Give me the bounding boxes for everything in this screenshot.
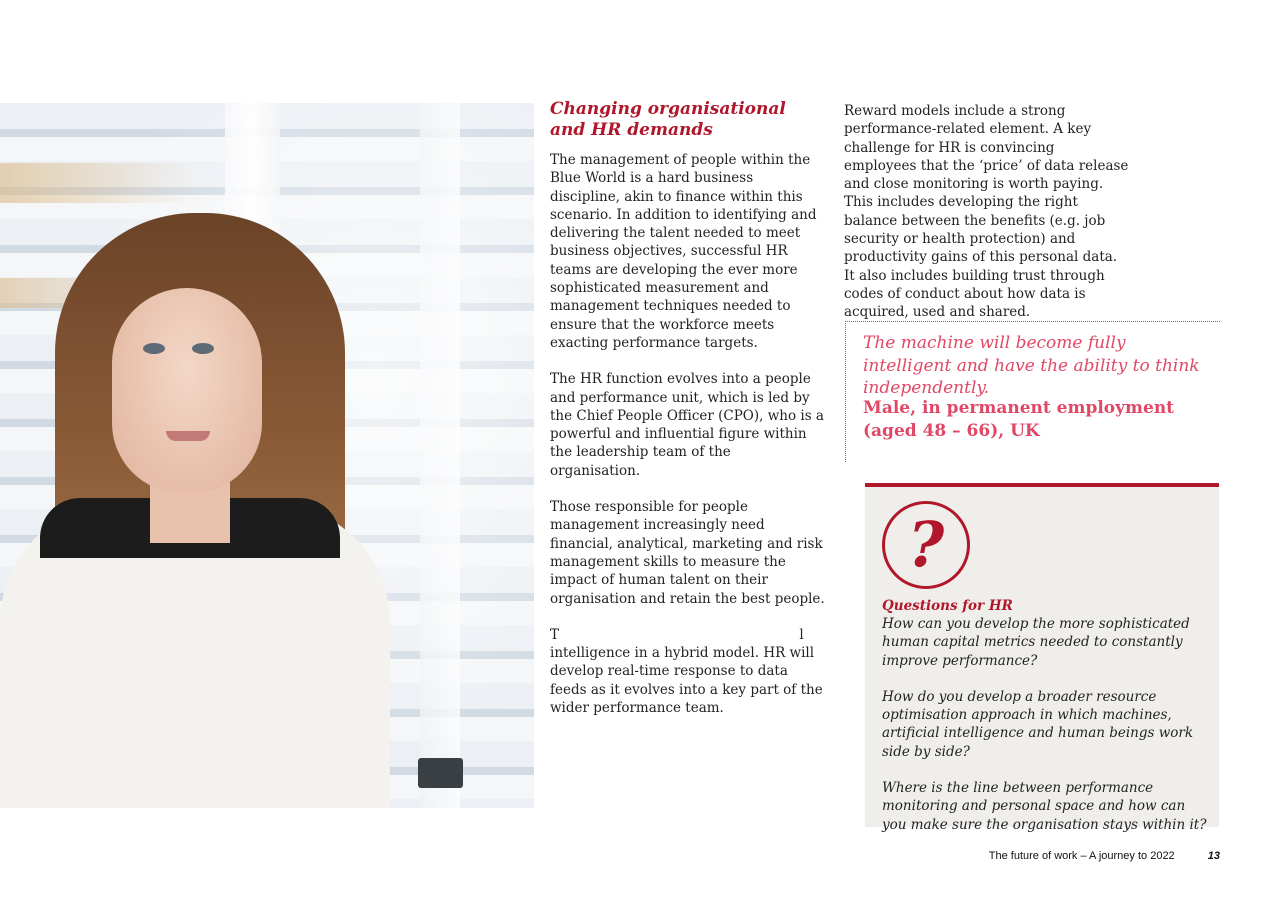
page-footer [989, 850, 1220, 862]
second-text-column [844, 102, 1129, 322]
question-item: Where is the line between performance monitoring and personal space and how can you make sure the organisation stays within it? [882, 780, 1207, 833]
pull-quote [845, 321, 1220, 462]
page-number: 13 [1207, 850, 1220, 862]
questions-title: Questions for HR [882, 598, 1013, 614]
questions-list [882, 615, 1212, 852]
quote-text: The machine will become fully intelligent and have the ability to think independently. [863, 333, 1200, 398]
body-paragraph: T l intelligence in a hybrid model. HR will develop real-time response to data feeds as it evolves into a key part of the wider performance team. [550, 626, 827, 717]
question-item: How can you develop the more sophisticated human capital metrics needed to constantly improve performance? [882, 616, 1190, 669]
body-paragraph: Reward models include a strong performance-related element. A key challenge for HR is convincing employees that the ‘price’ of data release and close monitoring is worth paying. This includes developing the right balance between the benefits (e.g. job security or health protection) and productivity gains of this personal data. It also includes building trust through codes of conduct about how data is acquired, used and shared. [844, 103, 1129, 321]
quote-attribution: Male, in permanent employment (aged 48 – 66), UK [863, 398, 1175, 441]
question-mark-icon: ? [882, 501, 970, 589]
footer-doc-title: The future of work – A journey to 2022 [988, 850, 1175, 862]
body-paragraph: The management of people within the Blue World is a hard business discipline, akin to finance within this scenario. In addition to identifying and delivering the talent needed to meet business objectives, successful HR teams are developing the ever more sophisticated measurement and management techniques needed to ensure that the workforce meets exacting performance targets. [550, 152, 817, 351]
questions-for-hr-box [865, 483, 1219, 833]
question-item: How do you develop a broader resource optimisation approach in which machines, artificial intelligence and human beings work side by side? [882, 688, 1194, 760]
body-paragraph: The HR function evolves into a people and performance unit, which is led by the Chief People Officer (CPO), who is a powerful and influential figure within the leadership team of the organisation. [550, 371, 824, 479]
body-paragraph: Those responsible for people management increasingly need financial, analytical, marketing and risk management skills to measure the impact of human talent on their organisation and retain the best people. [550, 499, 825, 607]
main-text-column [550, 99, 825, 735]
section-heading: Changing organisational and HR demands [550, 99, 786, 140]
woman-portrait-photo [0, 103, 534, 808]
